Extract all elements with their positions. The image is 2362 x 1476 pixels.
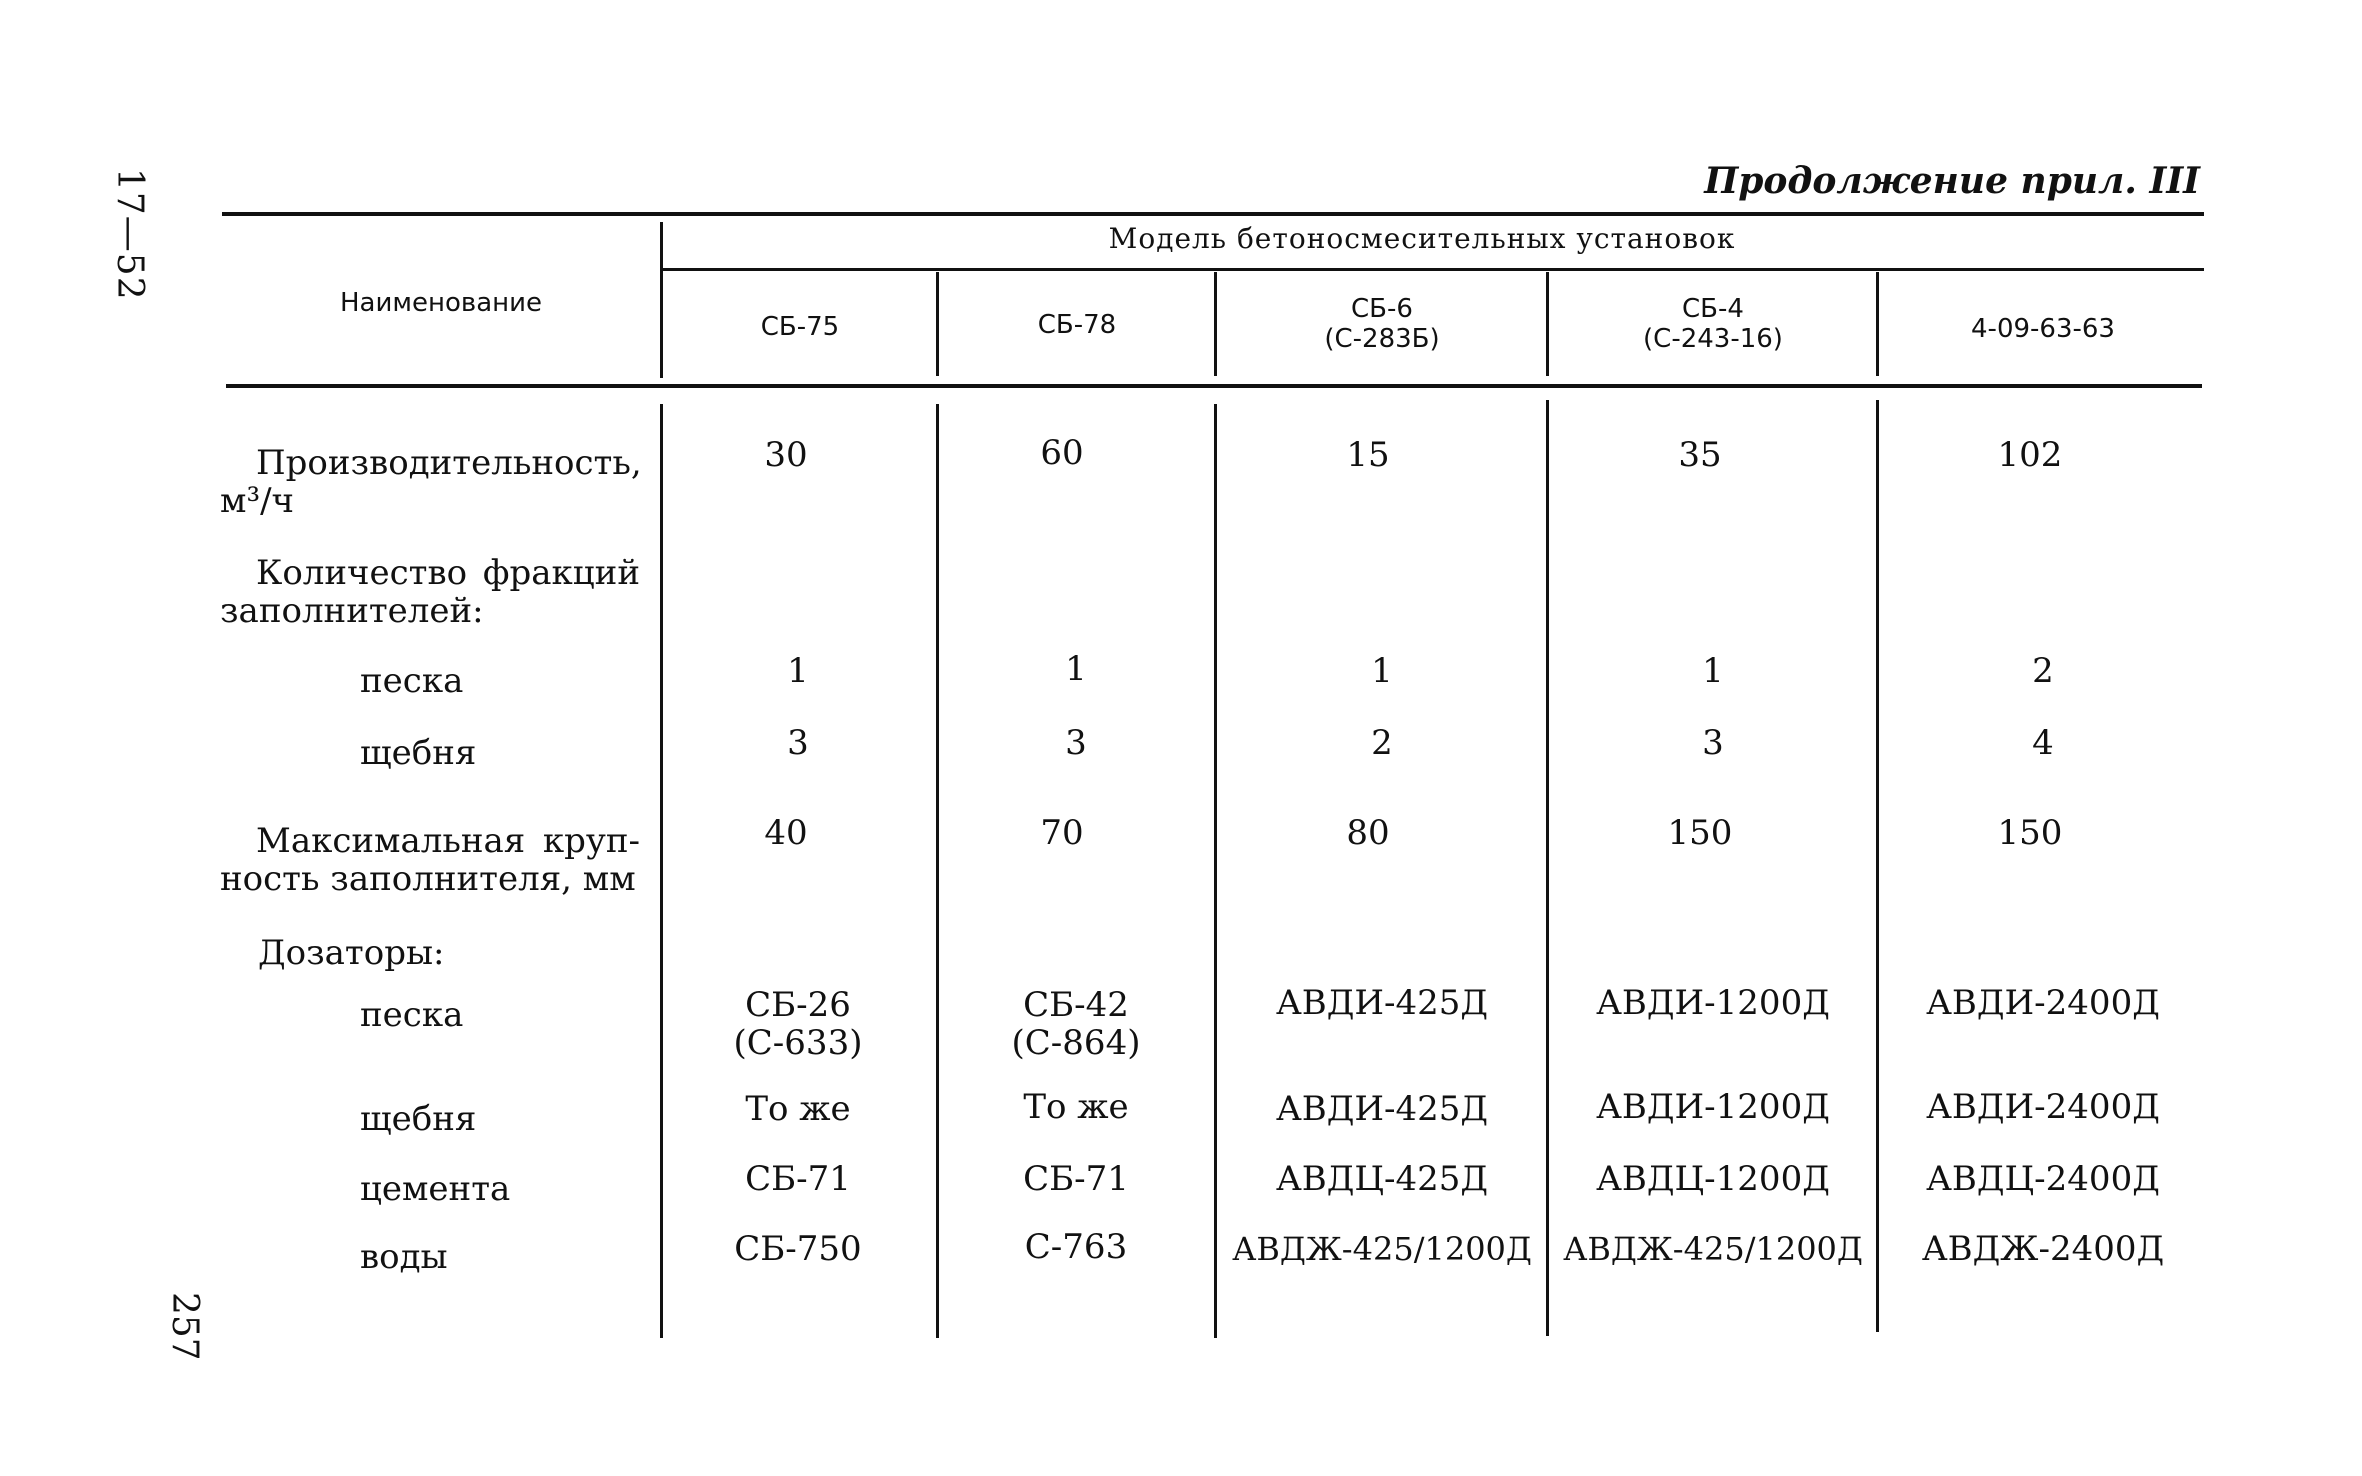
header-col-1: СБ-75 bbox=[760, 312, 840, 342]
label-gravel-disp: щебня bbox=[360, 1099, 477, 1139]
col-divider-body-2 bbox=[1214, 404, 1217, 1338]
header-name-label: Наименование bbox=[339, 288, 543, 318]
cell-sand-count-5: 2 bbox=[2032, 651, 2054, 691]
cell-water-disp-2: С-763 bbox=[1024, 1227, 1128, 1267]
cell-sand-disp-5: АВДИ-2400Д bbox=[1926, 983, 2160, 1023]
label-cement-disp: цемента bbox=[360, 1169, 511, 1209]
label-productivity: Производительность, м³/ч bbox=[220, 443, 642, 521]
cell-max-size-1: 40 bbox=[764, 813, 808, 853]
cell-gravel-count-3: 2 bbox=[1371, 723, 1393, 763]
cell-max-size-4: 150 bbox=[1667, 813, 1733, 853]
label-fractions: Количество фракций заполнителей: bbox=[220, 553, 640, 631]
col-divider-body-4 bbox=[1876, 400, 1879, 1332]
col-divider-header-3 bbox=[1546, 272, 1549, 376]
header-col-4: СБ-4 (С-243-16) bbox=[1643, 294, 1783, 354]
col-divider-body-1 bbox=[936, 404, 939, 1338]
model-header-rule bbox=[662, 268, 2204, 271]
cell-gravel-disp-1: То же bbox=[745, 1089, 851, 1129]
cell-sand-disp-1: СБ-26 (С-633) bbox=[733, 985, 863, 1063]
cell-cement-disp-3: АВДЦ-425Д bbox=[1275, 1159, 1489, 1199]
cell-cement-disp-4: АВДЦ-1200Д bbox=[1596, 1159, 1830, 1199]
cell-water-disp-1: СБ-750 bbox=[734, 1229, 862, 1269]
cell-sand-count-3: 1 bbox=[1371, 651, 1393, 691]
header-col-3: СБ-6 (С-283Б) bbox=[1324, 294, 1440, 354]
cell-gravel-count-5: 4 bbox=[2032, 723, 2054, 763]
label-sand-count: песка bbox=[360, 661, 464, 701]
label-sand-disp: песка bbox=[360, 995, 464, 1035]
table-top-rule bbox=[222, 212, 2204, 216]
cell-gravel-count-2: 3 bbox=[1065, 723, 1087, 763]
cell-gravel-count-1: 3 bbox=[787, 723, 809, 763]
cell-sand-count-1: 1 bbox=[787, 651, 809, 691]
cell-max-size-5: 150 bbox=[1997, 813, 2063, 853]
document-code: 17—52 bbox=[109, 168, 150, 301]
label-water-disp: воды bbox=[360, 1237, 448, 1277]
cell-gravel-disp-5: АВДИ-2400Д bbox=[1926, 1087, 2160, 1127]
label-productivity-unit: м³/ч bbox=[220, 481, 295, 521]
header-col-5: 4-09-63-63 bbox=[1971, 314, 2115, 344]
cell-productivity-3: 15 bbox=[1346, 435, 1390, 475]
col-divider-body-0 bbox=[660, 404, 663, 1338]
cell-sand-count-4: 1 bbox=[1702, 651, 1724, 691]
label-gravel-count: щебня bbox=[360, 733, 477, 773]
cell-cement-disp-2: СБ-71 bbox=[1023, 1159, 1129, 1199]
cell-water-disp-5: АВДЖ-2400Д bbox=[1921, 1229, 2165, 1269]
page-number: 257 bbox=[164, 1292, 205, 1361]
col-divider-body-3 bbox=[1546, 400, 1549, 1336]
cell-max-size-2: 70 bbox=[1040, 813, 1084, 853]
cell-gravel-disp-3: АВДИ-425Д bbox=[1275, 1089, 1489, 1129]
continuation-title: Продолжение прил. III bbox=[1704, 160, 2200, 202]
cell-cement-disp-5: АВДЦ-2400Д bbox=[1926, 1159, 2160, 1199]
cell-gravel-disp-2: То же bbox=[1023, 1087, 1129, 1127]
cell-cement-disp-1: СБ-71 bbox=[745, 1159, 851, 1199]
cell-gravel-disp-4: АВДИ-1200Д bbox=[1596, 1087, 1830, 1127]
cell-sand-disp-3: АВДИ-425Д bbox=[1275, 983, 1489, 1023]
cell-productivity-1: 30 bbox=[764, 435, 808, 475]
label-max-size: Максимальная круп- ность заполнителя, мм bbox=[220, 821, 640, 899]
cell-gravel-count-4: 3 bbox=[1702, 723, 1724, 763]
cell-productivity-5: 102 bbox=[1997, 435, 2063, 475]
label-dispensers: Дозаторы: bbox=[258, 933, 445, 973]
col-divider-header-4 bbox=[1876, 272, 1879, 376]
header-col-2: СБ-78 bbox=[1037, 310, 1117, 340]
header-model-label: Модель бетоносмесительных установок bbox=[1108, 222, 1736, 255]
cell-sand-disp-2: СБ-42 (С-864) bbox=[1011, 985, 1141, 1063]
cell-water-disp-4: АВДЖ-425/1200Д bbox=[1563, 1230, 1863, 1268]
cell-sand-count-2: 1 bbox=[1065, 649, 1087, 689]
cell-sand-disp-4: АВДИ-1200Д bbox=[1596, 983, 1830, 1023]
col-divider-header-2 bbox=[1214, 272, 1217, 376]
cell-productivity-2: 60 bbox=[1040, 433, 1084, 473]
cell-max-size-3: 80 bbox=[1346, 813, 1390, 853]
cell-water-disp-3: АВДЖ-425/1200Д bbox=[1232, 1230, 1532, 1268]
header-bottom-rule bbox=[226, 384, 2202, 388]
cell-productivity-4: 35 bbox=[1678, 435, 1722, 475]
col-divider-header-1 bbox=[936, 272, 939, 376]
